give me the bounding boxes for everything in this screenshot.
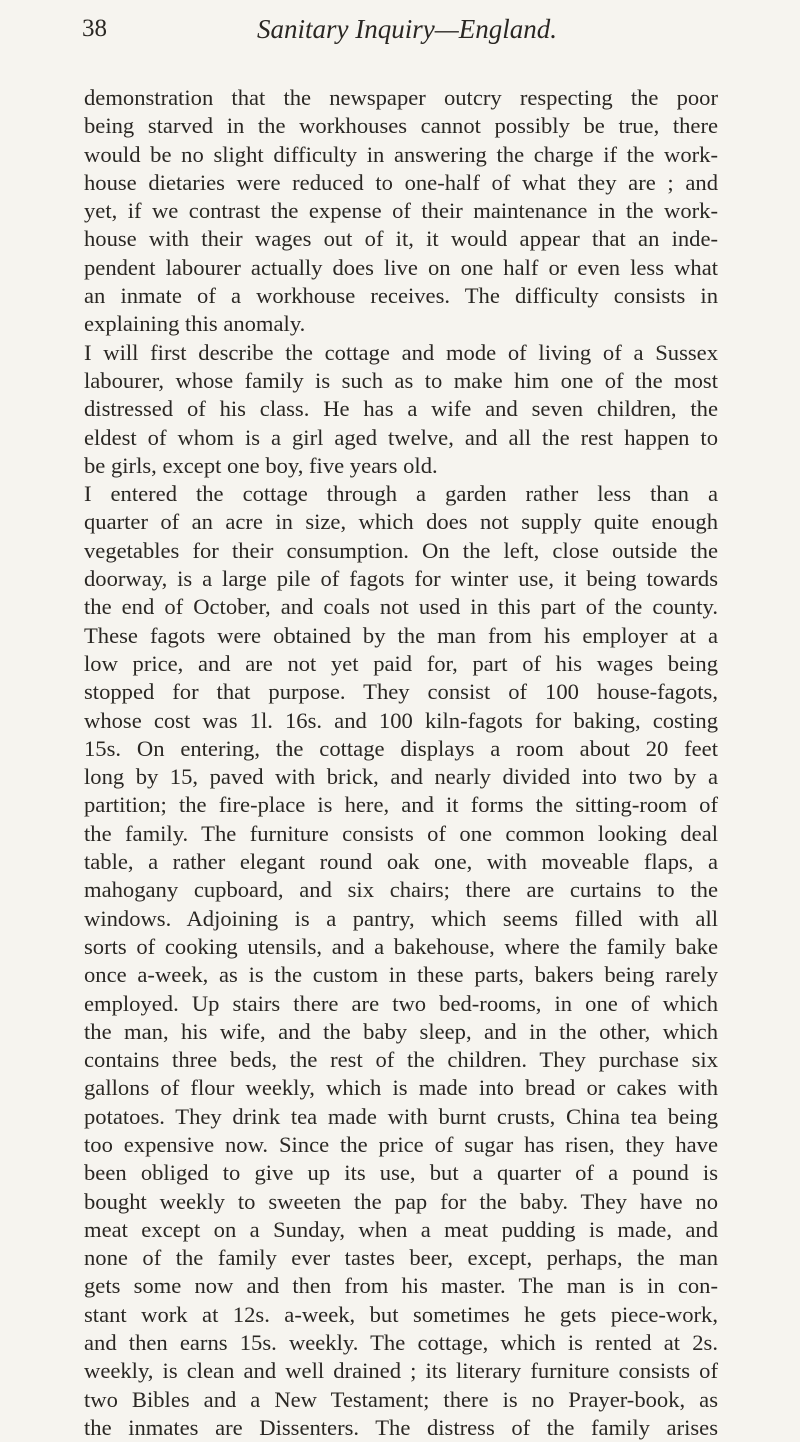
text-line: too expensive now. Since the price of sugar has risen, they have <box>84 1131 718 1157</box>
text-line: the inmates are Dissenters. The distress of the family arises <box>84 1414 718 1440</box>
text-line: distressed of his class. He has a wife and seven children, the <box>84 396 718 422</box>
text-line: gets some now and then from his master. The man is in con- <box>84 1273 718 1299</box>
text-line: vegetables for their consumption. On the left, close outside the <box>84 537 718 563</box>
page-number: 38 <box>82 15 107 42</box>
text-line: yet, if we contrast the expense of their maintenance in the work- <box>84 198 718 224</box>
running-head <box>82 12 722 52</box>
text-line: stant work at 12s. a-week, but sometimes he gets piece-work, <box>84 1301 718 1327</box>
text-line: doorway, is a large pile of fagots for winter use, it being towards <box>84 566 718 592</box>
text-line: labourer, whose family is such as to make him one of the most <box>84 367 718 393</box>
text-line: I will first describe the cottage and mode of living of a Sussex <box>84 339 718 365</box>
text-line: weekly, is clean and well drained ; its literary furniture consists of <box>84 1358 718 1384</box>
text-line: contains three beds, the rest of the children. They purchase six <box>84 1047 718 1073</box>
text-line: low price, and are not yet paid for, part of his wages being <box>84 650 718 676</box>
text-line: gallons of flour weekly, which is made into bread or cakes with <box>84 1075 718 1101</box>
text-line: house with their wages out of it, it would appear that an inde- <box>84 226 718 252</box>
text-line: windows. Adjoining is a pantry, which seems filled with all <box>84 905 718 931</box>
text-line: the end of October, and coals not used in this part of the county. <box>84 594 718 620</box>
text-line: I entered the cottage through a garden rather less than a <box>84 481 718 507</box>
text-line: the man, his wife, and the baby sleep, and in the other, which <box>84 1018 718 1044</box>
text-line: being starved in the workhouses cannot possibly be true, there <box>84 113 718 139</box>
text-line: whose cost was 1l. 16s. and 100 kiln-fagots for baking, costing <box>84 707 718 733</box>
text-line: long by 15, paved with brick, and nearly divided into two by a <box>84 764 718 790</box>
text-line: meat except on a Sunday, when a meat pudding is made, and <box>84 1216 718 1242</box>
text-line: mahogany cupboard, and six chairs; there are curtains to the <box>84 877 718 903</box>
text-line: eldest of whom is a girl aged twelve, and all the rest happen to <box>84 424 718 450</box>
body-text <box>84 84 718 1442</box>
text-line: partition; the fire-place is here, and it forms the sitting-room of <box>84 792 718 818</box>
text-line: been obliged to give up its use, but a quarter of a pound is <box>84 1160 718 1186</box>
text-line: sorts of cooking utensils, and a bakehouse, where the family bake <box>84 933 718 959</box>
text-line: bought weekly to sweeten the pap for the baby. They have no <box>84 1188 718 1214</box>
text-line: quarter of an acre in size, which does not supply quite enough <box>84 509 718 535</box>
text-line: none of the family ever tastes beer, except, perhaps, the man <box>84 1245 718 1271</box>
text-line: would be no slight difficulty in answering the charge if the work- <box>84 141 718 167</box>
paragraph-end-line: be girls, except one boy, five years old. <box>84 452 438 478</box>
text-line: demonstration that the newspaper outcry respecting the poor <box>84 85 718 110</box>
text-line: potatoes. They drink tea made with burnt crusts, China tea being <box>84 1103 718 1129</box>
text-line: an inmate of a workhouse receives. The difficulty consists in <box>84 283 718 309</box>
text-line: once a-week, as is the custom in these parts, bakers being rarely <box>84 962 718 988</box>
text-line: table, a rather elegant round oak one, with moveable flaps, a <box>84 849 718 875</box>
text-line: stopped for that purpose. They consist of 100 house-fagots, <box>84 679 718 705</box>
text-line: employed. Up stairs there are two bed-rooms, in one of which <box>84 990 718 1016</box>
text-line: and then earns 15s. weekly. The cottage, which is rented at 2s. <box>84 1330 718 1356</box>
text-line: house dietaries were reduced to one-half of what they are ; and <box>84 169 718 195</box>
text-line: two Bibles and a New Testament; there is no Prayer-book, as <box>84 1386 718 1412</box>
text-line: pendent labourer actually does live on one half or even less what <box>84 254 718 280</box>
text-line: 15s. On entering, the cottage displays a room about 20 feet <box>84 735 718 761</box>
text-line: the family. The furniture consists of one common looking deal <box>84 820 718 846</box>
running-title: Sanitary Inquiry—England. <box>257 14 557 44</box>
text-line: These fagots were obtained by the man from his employer at a <box>84 622 718 648</box>
paragraph-end-line: explaining this anomaly. <box>84 311 306 337</box>
